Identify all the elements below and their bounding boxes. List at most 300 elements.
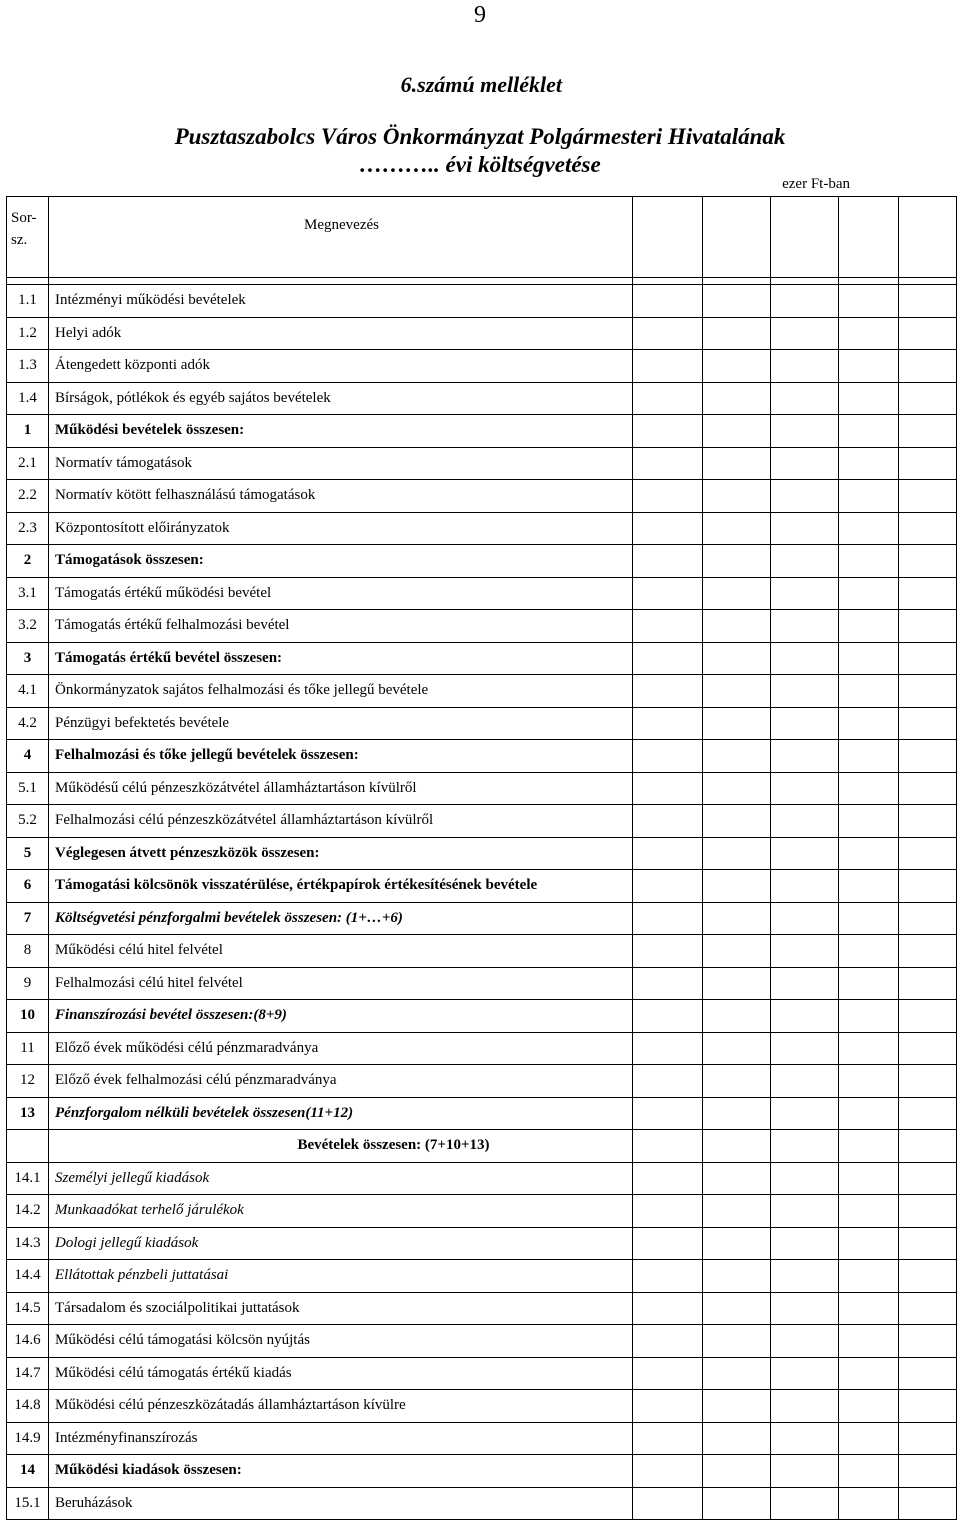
- amount-cell: [703, 1032, 771, 1065]
- row-description: Költségvetési pénzforgalmi bevételek összesen: (1+…+6): [49, 902, 633, 935]
- amount-cell: [771, 642, 839, 675]
- amount-cell: [899, 1260, 957, 1293]
- row-description: Működési kiadások összesen:: [49, 1455, 633, 1488]
- amount-cell: [839, 642, 899, 675]
- page-number: 9: [474, 2, 486, 28]
- amount-cell: [703, 1422, 771, 1455]
- row-description: Normatív kötött felhasználású támogatások: [49, 480, 633, 513]
- header-spacer-row: [7, 278, 957, 285]
- amount-cell: [771, 805, 839, 838]
- amount-cell: [839, 707, 899, 740]
- table-row: [7, 1227, 957, 1260]
- amount-cell: [771, 1325, 839, 1358]
- amount-cell: [703, 1162, 771, 1195]
- row-number: 5: [7, 837, 49, 870]
- amount-cell: [839, 1357, 899, 1390]
- amount-cell: [771, 1195, 839, 1228]
- row-description: Előző évek működési célú pénzmaradványa: [49, 1032, 633, 1065]
- amount-cell: [899, 967, 957, 1000]
- amount-cell: [839, 382, 899, 415]
- row-description: Központosított előirányzatok: [49, 512, 633, 545]
- header-cell: [703, 197, 771, 278]
- amount-cell: [771, 675, 839, 708]
- amount-cell: [839, 350, 899, 383]
- row-number: [7, 1130, 49, 1163]
- amount-cell: [771, 415, 839, 448]
- amount-cell: [839, 837, 899, 870]
- amount-cell: [839, 1292, 899, 1325]
- amount-cell: [839, 577, 899, 610]
- amount-cell: [633, 1195, 703, 1228]
- amount-cell: [771, 285, 839, 318]
- amount-cell: [703, 577, 771, 610]
- amount-cell: [703, 1227, 771, 1260]
- amount-cell: [899, 577, 957, 610]
- table-row: [7, 740, 957, 773]
- table-row: [7, 967, 957, 1000]
- amount-cell: [633, 642, 703, 675]
- amount-cell: [633, 1227, 703, 1260]
- annex-label: 6.számú melléklet: [400, 72, 562, 97]
- row-number: 1: [7, 415, 49, 448]
- amount-cell: [703, 1357, 771, 1390]
- amount-cell: [633, 382, 703, 415]
- amount-cell: [771, 707, 839, 740]
- row-number: 14.2: [7, 1195, 49, 1228]
- amount-cell: [703, 1065, 771, 1098]
- amount-cell: [899, 1357, 957, 1390]
- table-row: [7, 1455, 957, 1488]
- amount-cell: [771, 1390, 839, 1423]
- amount-cell: [633, 1487, 703, 1520]
- amount-cell: [899, 480, 957, 513]
- table-row: [7, 1422, 957, 1455]
- amount-cell: [839, 967, 899, 1000]
- row-number: 15.1: [7, 1487, 49, 1520]
- row-number: 14.4: [7, 1260, 49, 1293]
- amount-cell: [633, 1065, 703, 1098]
- amount-cell: [899, 870, 957, 903]
- row-number: 1.2: [7, 317, 49, 350]
- amount-cell: [899, 1162, 957, 1195]
- row-description: Munkaadókat terhelő járulékok: [49, 1195, 633, 1228]
- row-description: Támogatási kölcsönök visszatérülése, értékpapírok értékesítésének bevétele: [49, 870, 633, 903]
- amount-cell: [771, 1130, 839, 1163]
- amount-cell: [703, 902, 771, 935]
- row-description: Bírságok, pótlékok és egyéb sajátos bevételek: [49, 382, 633, 415]
- amount-cell: [839, 1390, 899, 1423]
- amount-cell: [703, 1390, 771, 1423]
- amount-cell: [703, 1325, 771, 1358]
- amount-cell: [633, 772, 703, 805]
- amount-cell: [633, 1325, 703, 1358]
- table-row: [7, 1390, 957, 1423]
- amount-cell: [633, 1357, 703, 1390]
- amount-cell: [703, 642, 771, 675]
- row-description: Felhalmozási célú pénzeszközátvétel államháztartáson kívülről: [49, 805, 633, 838]
- amount-cell: [771, 902, 839, 935]
- amount-cell: [839, 1422, 899, 1455]
- amount-cell: [899, 1000, 957, 1033]
- amount-cell: [899, 1227, 957, 1260]
- table-row: [7, 1260, 957, 1293]
- amount-cell: [839, 740, 899, 773]
- table-row: [7, 610, 957, 643]
- amount-cell: [633, 1162, 703, 1195]
- amount-cell: [633, 902, 703, 935]
- amount-cell: [771, 545, 839, 578]
- row-description: Finanszírozási bevétel összesen:(8+9): [49, 1000, 633, 1033]
- row-number: 14.9: [7, 1422, 49, 1455]
- row-number: 5.1: [7, 772, 49, 805]
- row-number: 10: [7, 1000, 49, 1033]
- amount-cell: [703, 1292, 771, 1325]
- table-row: [7, 1065, 957, 1098]
- amount-cell: [703, 805, 771, 838]
- row-description: Támogatás értékű bevétel összesen:: [49, 642, 633, 675]
- row-description: Átengedett központi adók: [49, 350, 633, 383]
- row-description: Működésű célú pénzeszközátvétel államháztartáson kívülről: [49, 772, 633, 805]
- amount-cell: [899, 935, 957, 968]
- amount-cell: [703, 447, 771, 480]
- row-number: 3.1: [7, 577, 49, 610]
- amount-cell: [839, 1130, 899, 1163]
- amount-cell: [633, 285, 703, 318]
- header-cell: [899, 197, 957, 278]
- spacer-cell: [633, 278, 703, 285]
- amount-cell: [771, 382, 839, 415]
- row-number: 4.2: [7, 707, 49, 740]
- row-description: Véglegesen átvett pénzeszközök összesen:: [49, 837, 633, 870]
- amount-cell: [703, 1000, 771, 1033]
- row-number: 1.1: [7, 285, 49, 318]
- amount-cell: [771, 1260, 839, 1293]
- amount-cell: [633, 1260, 703, 1293]
- amount-cell: [771, 1097, 839, 1130]
- amount-cell: [633, 317, 703, 350]
- row-description: Támogatás értékű működési bevétel: [49, 577, 633, 610]
- table-row: [7, 935, 957, 968]
- table-row: [7, 772, 957, 805]
- amount-cell: [899, 1325, 957, 1358]
- amount-cell: [703, 350, 771, 383]
- amount-cell: [839, 1455, 899, 1488]
- amount-cell: [899, 707, 957, 740]
- table-row: [7, 350, 957, 383]
- amount-cell: [899, 1292, 957, 1325]
- amount-cell: [771, 1000, 839, 1033]
- budget-table-body: [7, 197, 957, 1520]
- table-row: [7, 805, 957, 838]
- row-description: Felhalmozási és tőke jellegű bevételek összesen:: [49, 740, 633, 773]
- amount-cell: [771, 480, 839, 513]
- row-description: Felhalmozási célú hitel felvétel: [49, 967, 633, 1000]
- amount-cell: [703, 317, 771, 350]
- spacer-cell: [703, 278, 771, 285]
- header-cell: [771, 197, 839, 278]
- grand-total-label: Bevételek összesen: (7+10+13): [297, 1137, 490, 1154]
- amount-cell: [771, 1227, 839, 1260]
- amount-cell: [899, 1487, 957, 1520]
- row-description: Támogatás értékű felhalmozási bevétel: [49, 610, 633, 643]
- row-description: Intézményi működési bevételek: [49, 285, 633, 318]
- table-row: [7, 317, 957, 350]
- row-number: 14.1: [7, 1162, 49, 1195]
- amount-cell: [839, 805, 899, 838]
- row-number: 2: [7, 545, 49, 578]
- amount-cell: [703, 415, 771, 448]
- amount-cell: [703, 837, 771, 870]
- table-row: [7, 870, 957, 903]
- amount-cell: [899, 350, 957, 383]
- amount-cell: [899, 1097, 957, 1130]
- amount-cell: [771, 967, 839, 1000]
- amount-cell: [899, 317, 957, 350]
- row-number: 5.2: [7, 805, 49, 838]
- amount-cell: [839, 902, 899, 935]
- table-row: [7, 415, 957, 448]
- amount-cell: [633, 1422, 703, 1455]
- amount-cell: [839, 870, 899, 903]
- row-description: Önkormányzatok sajátos felhalmozási és tőke jellegű bevétele: [49, 675, 633, 708]
- amount-cell: [771, 740, 839, 773]
- table-row: [7, 285, 957, 318]
- spacer-cell: [771, 278, 839, 285]
- table-row: [7, 837, 957, 870]
- amount-cell: [633, 1097, 703, 1130]
- amount-cell: [899, 1390, 957, 1423]
- amount-cell: [633, 1390, 703, 1423]
- amount-cell: [703, 1097, 771, 1130]
- amount-cell: [633, 870, 703, 903]
- table-row: [7, 1162, 957, 1195]
- amount-cell: [839, 1195, 899, 1228]
- amount-cell: [899, 805, 957, 838]
- amount-cell: [633, 480, 703, 513]
- row-number: 4.1: [7, 675, 49, 708]
- amount-cell: [703, 772, 771, 805]
- amount-cell: [633, 1130, 703, 1163]
- budget-table: [6, 196, 957, 1520]
- amount-cell: [899, 285, 957, 318]
- spacer-cell: [839, 278, 899, 285]
- row-number: 11: [7, 1032, 49, 1065]
- row-number: 2.3: [7, 512, 49, 545]
- amount-cell: [839, 1227, 899, 1260]
- table-row: [7, 1000, 957, 1033]
- amount-cell: [633, 1292, 703, 1325]
- amount-cell: [899, 740, 957, 773]
- amount-cell: [899, 415, 957, 448]
- table-row: [7, 545, 957, 578]
- amount-cell: [839, 1162, 899, 1195]
- amount-cell: [703, 1130, 771, 1163]
- table-row: [7, 1097, 957, 1130]
- amount-cell: [839, 1260, 899, 1293]
- row-number: 8: [7, 935, 49, 968]
- amount-cell: [839, 1065, 899, 1098]
- row-number: 13: [7, 1097, 49, 1130]
- amount-cell: [633, 512, 703, 545]
- row-description: Beruházások: [49, 1487, 633, 1520]
- document-subtitle: ……….. évi költségvetése: [359, 152, 601, 177]
- unit-label: ezer Ft-ban: [782, 176, 850, 192]
- amount-cell: [633, 610, 703, 643]
- row-number: 2.1: [7, 447, 49, 480]
- amount-cell: [839, 1325, 899, 1358]
- table-row: [7, 512, 957, 545]
- table-row: [7, 675, 957, 708]
- row-number: 1.4: [7, 382, 49, 415]
- row-number: 3.2: [7, 610, 49, 643]
- amount-cell: [771, 837, 839, 870]
- table-row: [7, 1325, 957, 1358]
- row-description: Társadalom és szociálpolitikai juttatások: [49, 1292, 633, 1325]
- row-description: Pénzügyi befektetés bevétele: [49, 707, 633, 740]
- amount-cell: [703, 1260, 771, 1293]
- header-description: Megnevezés: [49, 197, 633, 278]
- table-row: [7, 1195, 957, 1228]
- amount-cell: [839, 935, 899, 968]
- table-row: [7, 642, 957, 675]
- amount-cell: [899, 447, 957, 480]
- row-number: 1.3: [7, 350, 49, 383]
- amount-cell: [839, 1487, 899, 1520]
- table-row: [7, 577, 957, 610]
- amount-cell: [633, 707, 703, 740]
- table-row: [7, 707, 957, 740]
- amount-cell: [899, 1422, 957, 1455]
- amount-cell: [703, 512, 771, 545]
- row-number: 2.2: [7, 480, 49, 513]
- amount-cell: [899, 382, 957, 415]
- amount-cell: [839, 285, 899, 318]
- row-description: Támogatások összesen:: [49, 545, 633, 578]
- amount-cell: [633, 740, 703, 773]
- row-description: [49, 1130, 633, 1163]
- amount-cell: [633, 837, 703, 870]
- amount-cell: [703, 610, 771, 643]
- amount-cell: [633, 967, 703, 1000]
- row-description: Pénzforgalom nélküli bevételek összesen(11+12): [49, 1097, 633, 1130]
- row-description: Dologi jellegű kiadások: [49, 1227, 633, 1260]
- amount-cell: [899, 512, 957, 545]
- amount-cell: [633, 1000, 703, 1033]
- amount-cell: [771, 1065, 839, 1098]
- amount-cell: [703, 870, 771, 903]
- spacer-cell: [899, 278, 957, 285]
- amount-cell: [899, 1455, 957, 1488]
- amount-cell: [633, 1455, 703, 1488]
- amount-cell: [899, 545, 957, 578]
- amount-cell: [633, 545, 703, 578]
- amount-cell: [899, 1032, 957, 1065]
- spacer-cell: [7, 278, 49, 285]
- amount-cell: [771, 1032, 839, 1065]
- amount-cell: [771, 512, 839, 545]
- amount-cell: [703, 1195, 771, 1228]
- table-row: [7, 1032, 957, 1065]
- spacer-cell: [49, 278, 633, 285]
- amount-cell: [839, 447, 899, 480]
- row-description: Normatív támogatások: [49, 447, 633, 480]
- amount-cell: [771, 935, 839, 968]
- header-cell: [633, 197, 703, 278]
- row-number: 7: [7, 902, 49, 935]
- row-number: 14.3: [7, 1227, 49, 1260]
- amount-cell: [771, 1455, 839, 1488]
- amount-cell: [703, 707, 771, 740]
- row-number: 14: [7, 1455, 49, 1488]
- amount-cell: [839, 317, 899, 350]
- table-row: [7, 447, 957, 480]
- table-row: [7, 1487, 957, 1520]
- amount-cell: [633, 935, 703, 968]
- amount-cell: [771, 870, 839, 903]
- amount-cell: [703, 1487, 771, 1520]
- amount-cell: [633, 805, 703, 838]
- amount-cell: [899, 772, 957, 805]
- row-number: 4: [7, 740, 49, 773]
- row-number: 14.5: [7, 1292, 49, 1325]
- amount-cell: [703, 675, 771, 708]
- amount-cell: [839, 610, 899, 643]
- amount-cell: [771, 1357, 839, 1390]
- amount-cell: [703, 382, 771, 415]
- amount-cell: [839, 675, 899, 708]
- table-row: [7, 382, 957, 415]
- amount-cell: [839, 1032, 899, 1065]
- amount-cell: [839, 480, 899, 513]
- document-title: Pusztaszabolcs Város Önkormányzat Polgármesteri Hivatalának: [174, 124, 786, 149]
- amount-cell: [839, 545, 899, 578]
- row-description: Személyi jellegű kiadások: [49, 1162, 633, 1195]
- amount-cell: [703, 545, 771, 578]
- table-row: [7, 1357, 957, 1390]
- amount-cell: [771, 610, 839, 643]
- row-description: Működési célú támogatás értékű kiadás: [49, 1357, 633, 1390]
- row-number: 6: [7, 870, 49, 903]
- row-description: Intézményfinanszírozás: [49, 1422, 633, 1455]
- amount-cell: [633, 415, 703, 448]
- amount-cell: [839, 415, 899, 448]
- row-description: Helyi adók: [49, 317, 633, 350]
- amount-cell: [899, 837, 957, 870]
- amount-cell: [703, 935, 771, 968]
- amount-cell: [703, 967, 771, 1000]
- amount-cell: [899, 642, 957, 675]
- row-description: Ellátottak pénzbeli juttatásai: [49, 1260, 633, 1293]
- amount-cell: [839, 1097, 899, 1130]
- row-number: 14.6: [7, 1325, 49, 1358]
- row-description: Működési célú pénzeszközátadás államháztartáson kívülre: [49, 1390, 633, 1423]
- table-header-row: [7, 197, 957, 278]
- amount-cell: [703, 480, 771, 513]
- row-description: Működési célú támogatási kölcsön nyújtás: [49, 1325, 633, 1358]
- table-row: [7, 902, 957, 935]
- row-number: 12: [7, 1065, 49, 1098]
- amount-cell: [633, 350, 703, 383]
- amount-cell: [771, 1162, 839, 1195]
- amount-cell: [839, 772, 899, 805]
- amount-cell: [771, 317, 839, 350]
- amount-cell: [839, 512, 899, 545]
- amount-cell: [899, 1195, 957, 1228]
- amount-cell: [633, 675, 703, 708]
- table-row: [7, 480, 957, 513]
- row-number: 14.7: [7, 1357, 49, 1390]
- row-description: Működési bevételek összesen:: [49, 415, 633, 448]
